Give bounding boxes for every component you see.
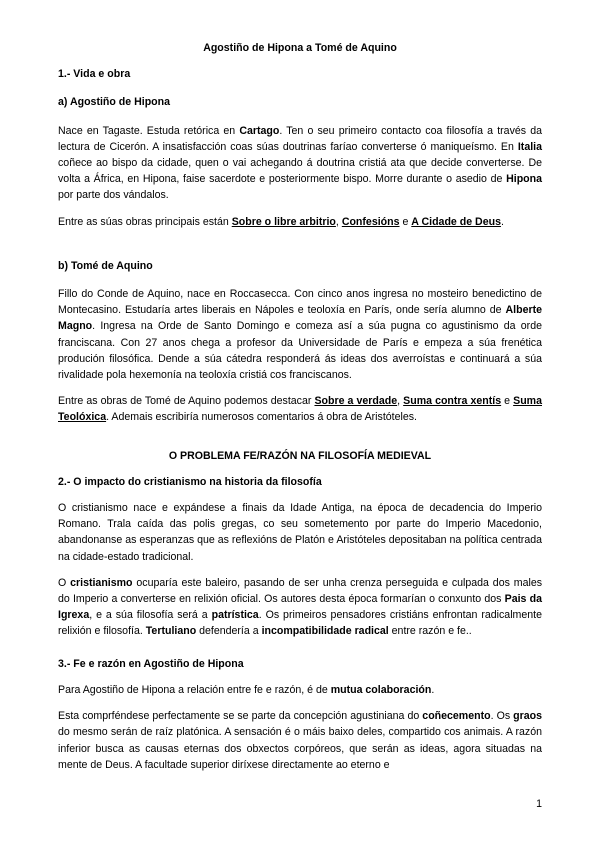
paragraph-agostino-life: Nace en Tagaste. Estuda retórica en Cartago. Ten o seu primeiro contacto coa filosofía a través da lectura de Cicerón. A insatisfacción coas súas doutrinas faríao converterse ó maniqueísmo. En Italia coñece ao bispo da cidade, quen o vai achegando á doutrina cristiá ata que decide converterse. De volta a África, en Hipona, faise sacerdote e posteriormente bispo. Morre durante o asedio de Hipona por parte dos vándalos. xyxy=(58,124,542,202)
subheading-tome: b) Tomé de Aquino xyxy=(58,259,153,272)
section-heading-3: 3.- Fe e razón en Agostiño de Hipona xyxy=(58,657,244,670)
paragraph-christianity-role: O cristianismo ocuparía este baleiro, pasando de ser unha crenza perseguida e culpada dos males do Imperio a converterse en relixión oficial. Os autores desta época formarían o conxunto dos Pais da Igrexa, e a súa filosofía será a patrística. Os primeiros pensadores cristiáns enfrontan radicalmente relixión e filosofía. Tertuliano defendería a incompatibilidade radical entre razón e fe.. xyxy=(58,576,543,638)
paragraph-knowledge-degrees: Esta comprféndese perfectamente se se parte da concepción agustiniana do coñecemento. Os graos do mesmo serán de raíz platónica. A sensación é o máis baixo deles, compartido cos animais. A razón inferior busca as causas eternas dos obxectos corpóreos, que serán as ideas, agora situadas na mente de Deus. A facultade superior diríxese directamente ao eterno e xyxy=(58,710,543,771)
section-heading-2: 2.- O impacto do cristianismo na historia da filosofía xyxy=(58,475,322,488)
paragraph-tome-life: Fillo do Conde de Aquino, nace en Roccasecca. Con cinco anos ingresa no mosteiro benedictino de Montecasino. Estudaría artes liberais en Nápoles e teoloxía en París, onde sería alumno de Alberte Magno. Ingresa na Orde de Santo Domingo e comeza así a súa pugna co agustinismo da orde franciscana. Con 27 anos chega a profesor da Universidade de París e empeza a súa frenética produción filosófica. Dende a súa cátedra responderá ás ideas dos averroístas e continuará a súa rivalidade pola hexemonía na teoloxía cristiá cos franciscanos. xyxy=(58,288,542,382)
paragraph-tome-works: Entre as obras de Tomé de Aquino podemos destacar Sobre a verdade, Suma contra xentís e Suma Teolóxica. Ademais escribiría numerosos comentarios á obra de Aristóteles. xyxy=(58,395,542,424)
paragraph-agostino-works: Entre as súas obras principais están Sobre o libre arbitrio, Confesións e A Cidade de Deus. xyxy=(58,215,504,228)
document-title: Agostiño de Hipona a Tomé de Aquino xyxy=(203,42,397,54)
subheading-agostino: a) Agostiño de Hipona xyxy=(58,96,171,109)
paragraph-christianity-origin: O cristianismo nace e expándese a finais da Idade Antiga, na época de decadencia do Imperio Romano. Trala caída das polis gregas, co seu sometemento por parte do Imperio Macedonio, abandonanse as esperanzas que as reflexións de Platón e Aristóteles depositaban na política centrada na cidade-estado tradicional. xyxy=(58,502,542,563)
section-heading-1: 1.- Vida e obra xyxy=(58,68,131,81)
page-number: 1 xyxy=(536,798,542,810)
paragraph-mutual-collaboration: Para Agostiño de Hipona a relación entre fe e razón, é de mutua colaboración. xyxy=(58,683,435,696)
document-body xyxy=(58,40,542,783)
heading-faith-reason-problem: O PROBLEMA FE/RAZÓN NA FILOSOFÍA MEDIEVAL xyxy=(168,449,432,462)
